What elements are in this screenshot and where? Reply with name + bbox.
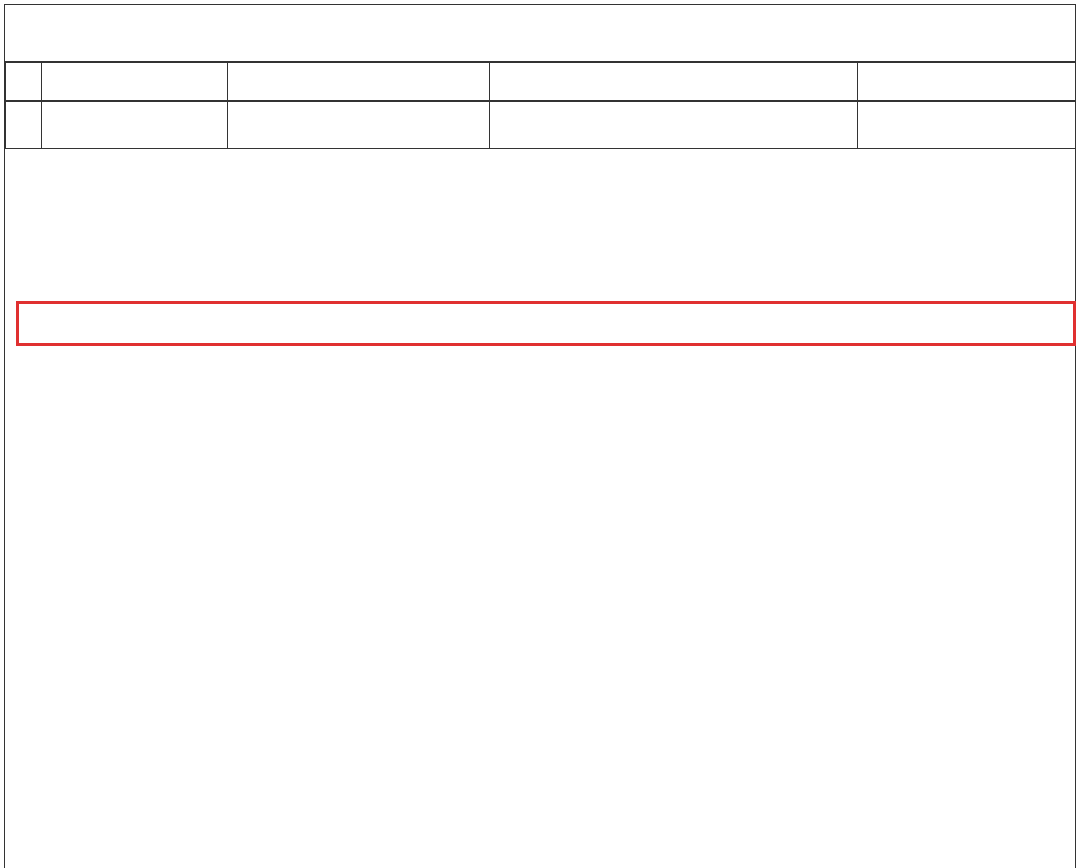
cell-index — [6, 102, 42, 149]
cell-code — [42, 102, 228, 149]
cell-partner — [858, 102, 1076, 149]
table-header-row — [6, 63, 1076, 101]
document-title — [5, 5, 1075, 62]
cell-name — [228, 102, 490, 149]
header-index — [6, 63, 42, 101]
header-partner — [858, 63, 1076, 101]
cell-applicant — [490, 102, 858, 149]
table-row-highlighted — [6, 102, 1076, 149]
project-table — [5, 62, 1076, 101]
document-sheet — [4, 4, 1076, 868]
header-name — [228, 63, 490, 101]
header-code — [42, 63, 228, 101]
header-applicant — [490, 63, 858, 101]
project-table-continued — [5, 101, 1076, 149]
